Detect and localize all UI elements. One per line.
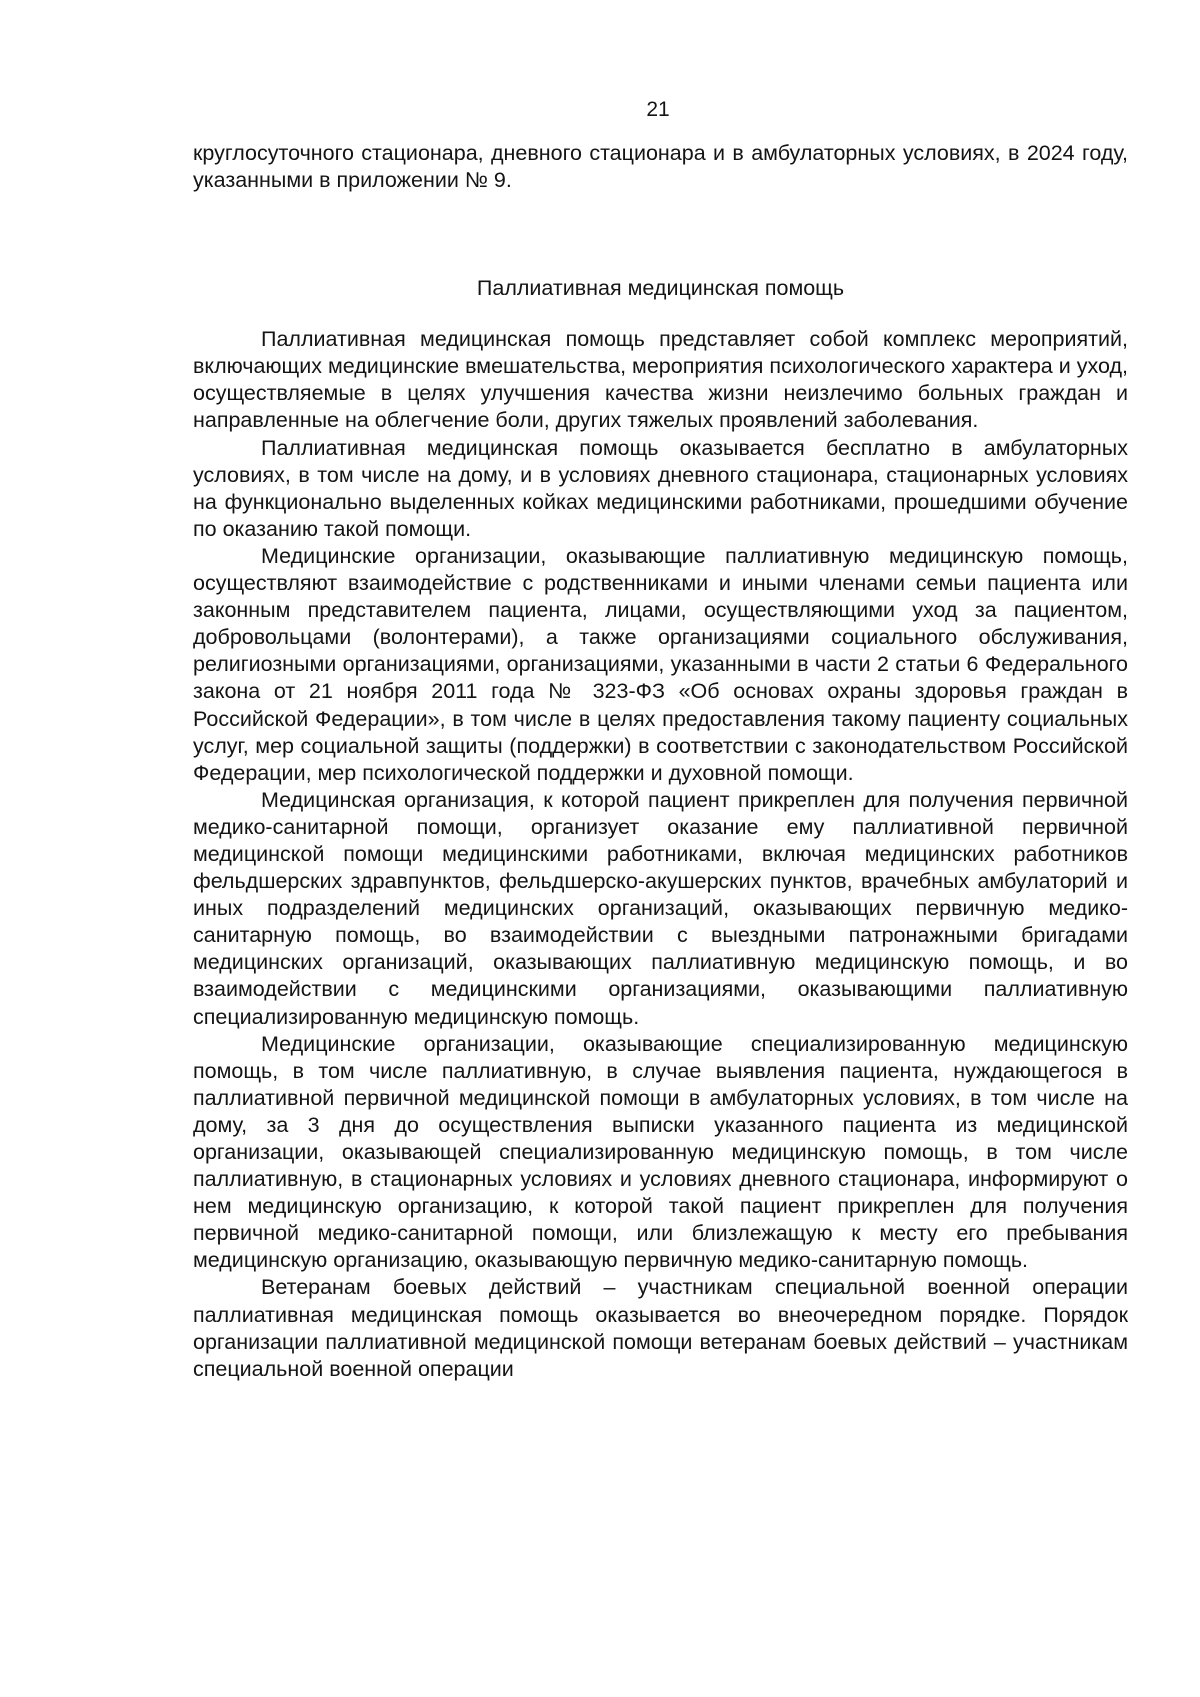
intro-paragraph: круглосуточного стационара, дневного стационара и в амбулаторных условиях, в 2024 году, указанными в приложении № 9. xyxy=(193,141,1128,193)
paragraph-specialized-care: Медицинские организации, оказывающие специализированную медицинскую помощь, в том числе паллиативную, в случае выявления пациента, нуждающегося в паллиативной первичной медицинской помощи в амбулаторных условиях, в том числе на дому, за 3 дня до осуществления выписки указанного пациента из медицинской организации, оказывающей специализированную медицинскую помощь, в том числе паллиативную, в стационарных условиях и условиях дневного стационара, информируют о нем медицинскую организацию, к которой такой пациент прикреплен для получения первичной медико-санитарной помощи, или близлежащую к месту его пребывания медицинскую организацию, оказывающую первичную медико-санитарную помощь. xyxy=(193,1031,1128,1273)
section-title: Паллиативная медицинская помощь xyxy=(476,276,845,301)
document-body xyxy=(193,140,1128,1383)
paragraph-interaction: Медицинские организации, оказывающие паллиативную медицинскую помощь, осуществляют взаимодействие с родственниками и иными членами семьи пациента или законным представителем пациента, лицами, осуществляющими уход за пациентом, добровольцами (волонтерами), а также организациями социального обслуживания, религиозными организациями, организациями, указанными в части 2 статьи 6 Федерального закона от 21 ноября 2011 года № 323-ФЗ «Об основах охраны здоровья граждан в Российской Федерации», в том числе в целях предоставления такому пациенту социальных услуг, мер социальной защиты (поддержки) в соответствии с законодательством Российской Федерации, мер психологической поддержки и духовной помощи. xyxy=(193,543,1128,785)
paragraph-definition: Паллиативная медицинская помощь представляет собой комплекс мероприятий, включающих медицинские вмешательства, мероприятия психологического характера и уход, осуществляемые в целях улучшения качества жизни неизлечимо больных граждан и направленные на облегчение боли, других тяжелых проявлений заболевания. xyxy=(193,327,1128,433)
paragraph-veterans: Ветеранам боевых действий – участникам специальной военной операции паллиативная медицинская помощь оказывается во внеочередном порядке. Порядок организации паллиативной медицинской помощи ветеранам боевых действий – участникам специальной военной операции xyxy=(193,1275,1128,1381)
paragraph-primary-care: Медицинская организация, к которой пациент прикреплен для получения первичной медико-санитарной помощи, организует оказание ему паллиативной первичной медицинской помощи медицинскими работниками, включая медицинских работников фельдшерских здравпунктов, фельдшерско-акушерских пунктов, врачебных амбулаторий и иных подразделений медицинских организаций, оказывающих первичную медико-санитарную помощь, во взаимодействии с выездными патронажными бригадами медицинских организаций, оказывающих паллиативную медицинскую помощь, и во взаимодействии с медицинскими организациями, оказывающими паллиативную специализированную медицинскую помощь. xyxy=(193,787,1128,1029)
paragraph-free-care: Паллиативная медицинская помощь оказывается бесплатно в амбулаторных условиях, в том числе на дому, и в условиях дневного стационара, стационарных условиях на функционально выделенных койках медицинскими работниками, прошедшими обучение по оказанию такой помощи. xyxy=(193,435,1128,541)
page-number: 21 xyxy=(646,98,670,121)
